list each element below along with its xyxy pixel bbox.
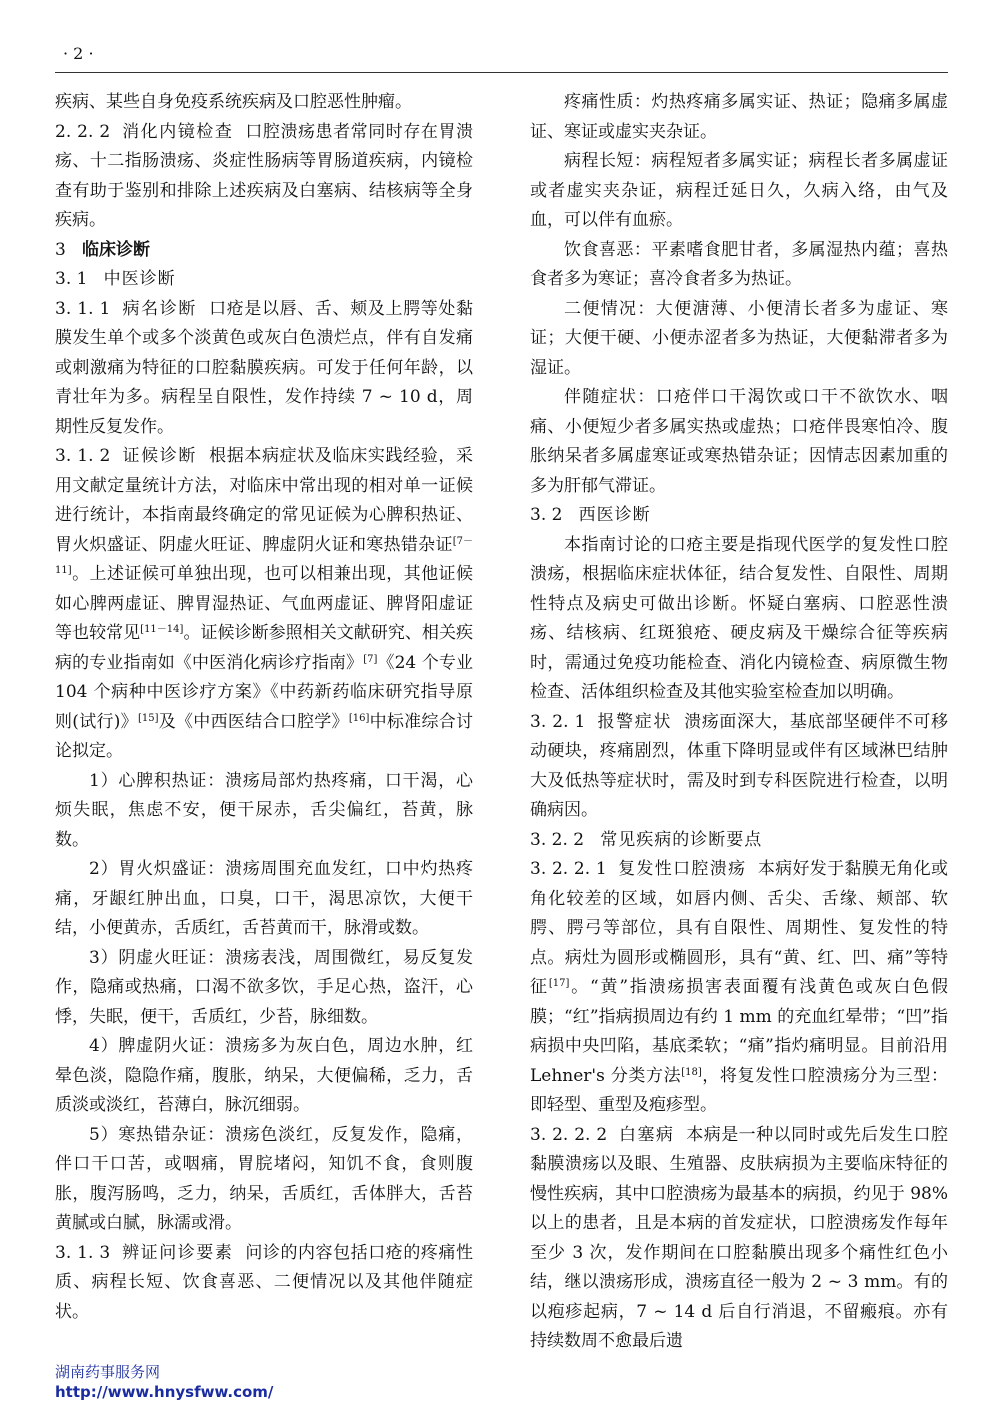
body-text: 问诊的内容包括口疮的疼痛性质、病程长短、饮食喜恶、二便情况以及其他伴随症状。: [55, 1242, 473, 1322]
section-number: 3. 2. 2. 1: [530, 859, 607, 879]
section-number: 3: [55, 239, 66, 260]
body-text: 二便情况：大便溏薄、小便清长者多为虚证、寒证；大便干硬、小便赤涩者多为热证，大便黏滞者多为湿证。: [530, 298, 948, 378]
section-title: 报警症状: [597, 711, 672, 732]
body-text: 病程长短：病程短者多属实证；病程长者多属虚证或者虚实夹杂证，病程迁延日久，久病入络，由气及血，可以伴有血瘀。: [530, 151, 948, 230]
section-title: 临床诊断: [82, 239, 151, 260]
body-text: 3）阴虚火旺证：溃疡表浅，周围微红，易反复发作，隐痛或热痛，口渴不欲多饮，手足心热，盗汗，心悸，失眠，便干，舌质红，少苔，脉细数。: [55, 947, 473, 1027]
section-number: 3. 1. 2: [55, 446, 111, 466]
footer-site-name: 湖南药事服务网: [55, 1363, 161, 1381]
paragraph: [55, 855, 473, 944]
body-text: 。上述证候可单独出现，也可以相兼出现，其他证候如心脾两虚证、脾胃湿热证、气血两虚证、脾肾阳虚证等也较常见: [55, 564, 473, 643]
body-text: 1）心脾积热证：溃疡局部灼热疼痛，口干渴，心烦失眠，焦虑不安，便干尿赤，舌尖偏红，苔黄，脉数。: [55, 770, 473, 850]
paragraph: [55, 1239, 473, 1328]
section-number: 3. 2. 1: [530, 711, 586, 732]
paragraph: [55, 88, 473, 118]
paragraph: [530, 708, 948, 826]
body-text: 中标准综合讨论拟定。: [55, 711, 473, 761]
body-text: 溃疡面深大，基底部坚硬伴不可移动硬块，疼痛剧烈，体重下降明显或伴有区域淋巴结肿大及低热等症状时，需及时到专科医院进行检查，以明确病因。: [530, 711, 948, 820]
citation: [15]: [137, 712, 159, 724]
section-title: 病名诊断: [122, 298, 197, 319]
section-number: 2. 2. 2: [55, 121, 111, 142]
section-heading: [55, 236, 473, 266]
footer-url-link[interactable]: http://www.hnysfww.com/: [55, 1383, 274, 1401]
section-heading: [530, 826, 948, 856]
body-text: 疼痛性质：灼热疼痛多属实证、热证；隐痛多属虚证、寒证或虚实夹杂证。: [530, 92, 948, 142]
paragraph: [530, 88, 948, 147]
body-text: 2）胃火炽盛证：溃疡周围充血发红，口中灼热疼痛，牙龈红肿出血，口臭，口干，渴思凉饮，大便干结，小便黄赤，舌质红，舌苔黄而干，脉滑或数。: [55, 859, 473, 938]
paragraph: [55, 767, 473, 856]
citation: [17]: [548, 978, 570, 989]
section-title: 白塞病: [618, 1124, 675, 1145]
section-number: 3. 2. 2: [530, 829, 585, 850]
right-column: [530, 88, 948, 1358]
page-footer: [55, 1362, 455, 1402]
left-column: [55, 88, 473, 1358]
section-title: 常见疾病的诊断要点: [600, 829, 763, 850]
body-text: 疾病、某些自身免疫系统疾病及口腔恶性肿瘤。: [55, 92, 412, 112]
citation: [7]: [363, 653, 378, 665]
section-heading: [530, 501, 948, 531]
paragraph: [530, 295, 948, 384]
body-text: 及《中西医结合口腔学》: [158, 711, 349, 732]
body-text: 。“黄”指溃疡损害表面覆有浅黄色或灰白色假膜；“红”指病损周边有约 1 mm 的充血红晕带；“凹”指病损中央凹陷，基底柔软；“痛”指灼痛明显。目前沿用 Lehner's 分类方法: [530, 977, 948, 1086]
section-title: 西医诊断: [578, 505, 651, 525]
paragraph: [55, 1121, 473, 1239]
paragraph: [55, 295, 473, 443]
section-heading: [55, 265, 473, 295]
paragraph: [530, 383, 948, 501]
section-title: 复发性口腔溃疡: [618, 859, 747, 879]
body-text: 《24 个专业 104 个病种中医诊疗方案》《中药新药临床研究指导原则(试行)》: [55, 652, 473, 732]
section-title: 证候诊断: [122, 446, 197, 466]
section-title: 消化内镜检查: [122, 121, 234, 142]
section-number: 3. 1: [55, 269, 88, 289]
body-text: 。证候诊断参照相关文献研究、相关疾病的专业指南如《中医消化病诊疗指南》: [55, 623, 473, 673]
paragraph: [55, 944, 473, 1033]
body-text: 伴随症状：口疮伴口干渴饮或口干不欲饮水、咽痛、小便短少者多属实热或虚热；口疮伴畏寒怕冷、腹胀纳呆者多属虚寒证或寒热错杂证；因情志因素加重的多为肝郁气滞证。: [530, 387, 948, 496]
body-text: 口腔溃疡患者常同时存在胃溃疡、十二指肠溃疡、炎症性肠病等胃肠道疾病，内镜检查有助于鉴别和排除上述疾病及白塞病、结核病等全身疾病。: [55, 121, 473, 230]
section-title: 中医诊断: [103, 269, 176, 289]
body-text: 根据本病症状及临床实践经验，采用文献定量统计方法，对临床中常出现的相对单一证候进行统计，本指南最终确定的常见证候为心脾积热证、胃火炽盛证、阴虚火旺证、脾虚阴火证和寒热错杂证: [55, 446, 473, 555]
body-text: ，将复发性口腔溃疡分为三型：即轻型、重型及疱疹型。: [530, 1065, 948, 1115]
page-header: [55, 44, 948, 73]
section-number: 3. 2. 2. 2: [530, 1124, 608, 1145]
section-number: 3. 1. 1: [55, 298, 111, 319]
section-title: 辨证问诊要素: [122, 1242, 234, 1263]
paragraph: [55, 1032, 473, 1121]
body-text: 5）寒热错杂证：溃疡色淡红，反复发作，隐痛，伴口干口苦，或咽痛，胃脘堵闷，知饥不食，食则腹胀，腹泻肠鸣，乏力，纳呆，舌质红，舌体胖大，舌苔黄腻或白腻，脉濡或滑。: [55, 1124, 473, 1233]
paragraph: [530, 1121, 948, 1357]
citation: [18]: [681, 1066, 702, 1078]
section-number: 3. 1. 3: [55, 1242, 111, 1263]
paragraph: [55, 442, 473, 767]
body-text: 4）脾虚阴火证：溃疡多为灰白色，周边水肿，红晕色淡，隐隐作痛，腹胀，纳呆，大便偏稀，乏力，舌质淡或淡红，苔薄白，脉沉细弱。: [55, 1036, 473, 1115]
body-text: 饮食喜恶：平素嗜食肥甘者，多属湿热内蕴；喜热食者多为寒证；喜冷食者多为热证。: [530, 239, 948, 289]
body-text: 本指南讨论的口疮主要是指现代医学的复发性口腔溃疡，根据临床症状体征，结合复发性、自限性、周期性特点及病史可做出诊断。怀疑白塞病、口腔恶性溃疡、结核病、红斑狼疮、硬皮病及干燥综合征等疾病时，需通过免疫功能检查、消化内镜检查、病原微生物检查、活体组织检查及其他实验室检查加以明确。: [530, 534, 948, 702]
page-number: · 2 ·: [63, 44, 94, 63]
citation: [16]: [348, 712, 370, 724]
body-text: 本病是一种以同时或先后发生口腔黏膜溃疡以及眼、生殖器、皮肤病损为主要临床特征的慢性疾病，其中口腔溃疡为最基本的病损，约见于 98% 以上的患者，且是本病的首发症状，口腔溃疡发作每年至少 3 次，发作期间在口腔黏膜出现多个痛性红色小结，继以溃疡形成，溃疡直径一般为 2 ~ 3 mm。有的以疱疹起病，7 ~ 14 d 后自行消退，不留瘢痕。亦有持续数周不愈最后遗: [530, 1124, 948, 1351]
body-text: 本病好发于黏膜无角化或角化较差的区域，如唇内侧、舌尖、舌缘、颊部、软腭、腭弓等部位，具有自限性、周期性、复发性的特点。病灶为圆形或椭圆形，具有“黄、红、凹、痛”等特征: [530, 859, 948, 997]
paragraph: [530, 236, 948, 295]
body-text: 口疮是以唇、舌、颊及上腭等处黏膜发生单个或多个淡黄色或灰白色溃烂点，伴有自发痛或刺激痛为特征的口腔黏膜疾病。可发于任何年龄，以青壮年为多。病程呈自限性，发作持续 7 ~ 10 d，周期性反复发作。: [55, 298, 473, 437]
section-number: 3. 2: [530, 505, 563, 525]
citation: [7－11]: [55, 535, 473, 576]
citation: [11－14]: [140, 624, 184, 635]
paragraph: [530, 855, 948, 1121]
paragraph: [530, 531, 948, 708]
paragraph: [55, 118, 473, 236]
paragraph: [530, 147, 948, 236]
